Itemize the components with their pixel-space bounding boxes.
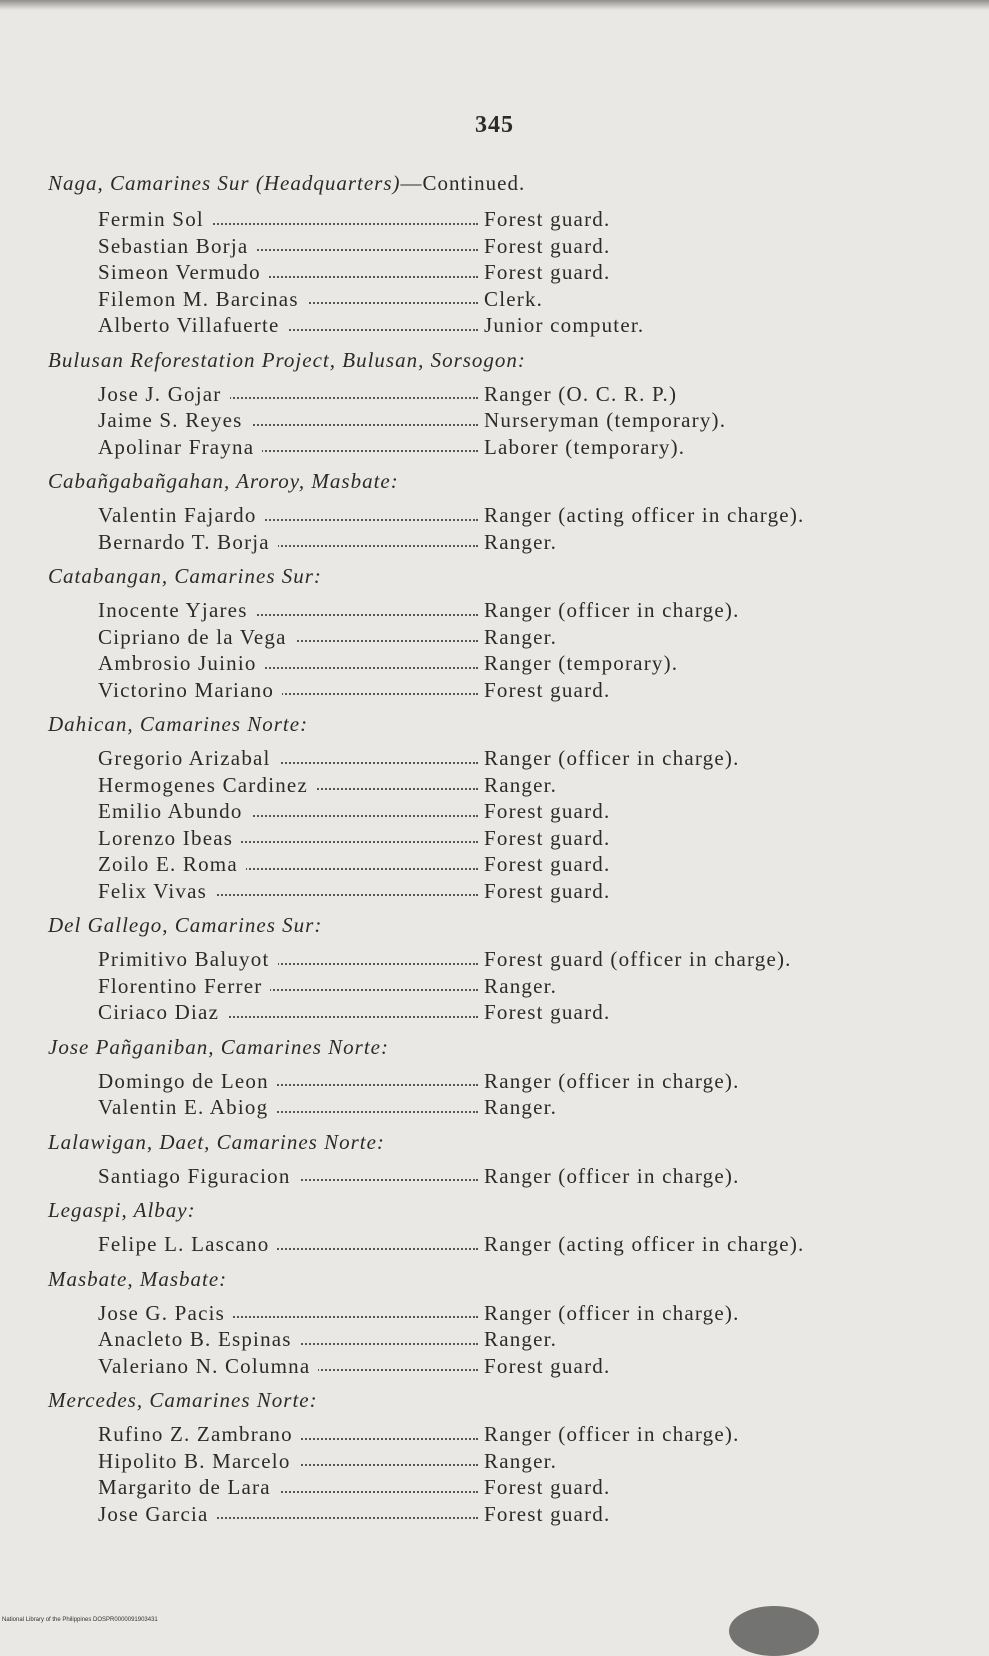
staff-name: Apolinar Frayna — [98, 435, 262, 459]
staff-name-leader — [98, 1163, 478, 1190]
scan-footer: National Library of the Philippines DOSPR0000091903431 — [2, 1617, 158, 1623]
staff-entry — [48, 597, 948, 624]
staff-name-leader — [98, 502, 478, 529]
staff-title: Ranger (O. C. R. P.) — [484, 381, 678, 406]
staff-title: Forest guard. — [484, 825, 611, 850]
staff-entry — [48, 1163, 948, 1190]
continued-heading — [48, 166, 948, 200]
station-group — [48, 1032, 948, 1121]
staff-entry — [48, 745, 948, 772]
station-heading: Lalawigan, Daet, Camarines Norte: — [48, 1129, 385, 1154]
station-group — [48, 345, 948, 461]
staff-name: Valentin Fajardo — [98, 503, 265, 527]
staff-entry — [48, 381, 948, 408]
staff-name-leader — [98, 381, 478, 408]
staff-title: Junior computer. — [484, 313, 645, 337]
staff-title: Forest guard. — [484, 1353, 611, 1378]
station-entries — [48, 597, 948, 703]
station-entries — [48, 1068, 948, 1121]
staff-name: Anacleto B. Espinas — [98, 1327, 300, 1351]
staff-name-leader — [98, 1421, 478, 1448]
station-group — [48, 561, 948, 703]
station-groups — [48, 345, 948, 1528]
staff-name-leader — [98, 825, 478, 852]
staff-title: Forest guard (officer in charge). — [484, 947, 792, 971]
staff-title: Forest guard. — [484, 1501, 611, 1526]
station-entries — [48, 502, 948, 555]
staff-title: Ranger. — [484, 1327, 558, 1351]
staff-name-leader — [98, 1300, 478, 1327]
staff-name-leader — [98, 407, 478, 434]
staff-title: Forest guard. — [484, 799, 611, 823]
staff-name-leader — [98, 1474, 478, 1501]
staff-name: Jaime S. Reyes — [98, 408, 251, 432]
staff-entry — [48, 825, 948, 852]
staff-name: Zoilo E. Roma — [98, 852, 246, 876]
staff-name-leader — [98, 259, 478, 286]
heading-suffix: —Continued. — [400, 171, 526, 195]
staff-name-leader — [98, 946, 478, 973]
staff-entry — [48, 973, 948, 1000]
staff-name: Jose G. Pacis — [98, 1301, 233, 1325]
staff-name-leader — [98, 434, 478, 461]
staff-name-leader — [98, 677, 478, 704]
staff-title: Ranger. — [484, 973, 558, 998]
station-entries — [48, 946, 948, 1026]
station-heading: Jose Pañganiban, Camarines Norte: — [48, 1034, 389, 1059]
staff-name-leader — [98, 1448, 478, 1475]
station-entries — [48, 1163, 948, 1190]
staff-title: Ranger (officer in charge). — [484, 598, 740, 622]
staff-entry — [48, 1474, 948, 1501]
staff-entry — [48, 1501, 948, 1528]
staff-name: Hermogenes Cardinez — [98, 773, 316, 797]
staff-entry — [48, 286, 948, 313]
staff-name: Ambrosio Juinio — [98, 651, 265, 675]
station-entries — [48, 381, 948, 461]
staff-title: Forest guard. — [484, 852, 611, 876]
staff-entry — [48, 407, 948, 434]
staff-title: Ranger (officer in charge). — [484, 1300, 740, 1325]
staff-title: Forest guard. — [484, 878, 611, 903]
staff-name: Felipe L. Lascano — [98, 1232, 277, 1256]
heading-place: Naga, Camarines Sur (Headquarters) — [48, 171, 401, 195]
staff-name-leader — [98, 745, 478, 772]
staff-title: Forest guard. — [484, 677, 611, 702]
staff-entry — [48, 502, 948, 529]
staff-name: Lorenzo Ibeas — [98, 826, 241, 850]
staff-entry — [48, 946, 948, 973]
staff-name-leader — [98, 1353, 478, 1380]
staff-name-leader — [98, 597, 478, 624]
staff-name-leader — [98, 1231, 478, 1258]
staff-name-leader — [98, 1501, 478, 1528]
staff-title: Forest guard. — [484, 260, 611, 284]
staff-name: Simeon Vermudo — [98, 260, 269, 284]
staff-title: Clerk. — [484, 286, 544, 311]
staff-name-leader — [98, 851, 478, 878]
staff-name: Victorino Mariano — [98, 678, 282, 702]
first-group-entries — [48, 206, 948, 339]
staff-entry — [48, 650, 948, 677]
staff-name-leader — [98, 624, 478, 651]
staff-name-leader — [98, 878, 478, 905]
station-entries — [48, 1300, 948, 1380]
staff-title: Ranger. — [484, 772, 558, 797]
staff-name-leader — [98, 1068, 478, 1095]
staff-entry — [48, 1068, 948, 1095]
staff-name: Emilio Abundo — [98, 799, 251, 823]
staff-name: Fermin Sol — [98, 207, 212, 231]
staff-entry — [48, 1353, 948, 1380]
station-heading: Masbate, Masbate: — [48, 1266, 228, 1291]
station-heading: Dahican, Camarines Norte: — [48, 712, 309, 736]
staff-entry — [48, 259, 948, 286]
staff-name: Filemon M. Barcinas — [98, 287, 307, 311]
station-entries — [48, 1421, 948, 1527]
staff-title: Ranger (officer in charge). — [484, 1163, 740, 1188]
staff-name: Santiago Figuracion — [98, 1164, 299, 1188]
station-group — [48, 709, 948, 904]
staff-name: Valentin E. Abiog — [98, 1095, 276, 1119]
staff-name-leader — [98, 999, 478, 1026]
staff-title: Ranger (acting officer in charge). — [484, 1232, 805, 1256]
staff-name: Hipolito B. Marcelo — [98, 1449, 299, 1473]
staff-entry — [48, 529, 948, 556]
staff-name-leader — [98, 233, 478, 260]
staff-name: Primitivo Baluyot — [98, 947, 278, 971]
staff-title: Ranger (officer in charge). — [484, 1422, 740, 1446]
staff-title: Forest guard. — [484, 233, 611, 258]
staff-name-leader — [98, 312, 478, 339]
staff-entry — [48, 1094, 948, 1121]
staff-title: Forest guard. — [484, 207, 611, 231]
staff-name: Valeriano N. Columna — [98, 1354, 318, 1378]
staff-entry — [48, 233, 948, 260]
staff-entry — [48, 434, 948, 461]
station-entries — [48, 745, 948, 904]
staff-name-leader — [98, 529, 478, 556]
staff-title: Ranger (temporary). — [484, 651, 679, 675]
staff-entry — [48, 1421, 948, 1448]
staff-title: Ranger (officer in charge). — [484, 746, 740, 770]
staff-name: Rufino Z. Zambrano — [98, 1422, 301, 1446]
staff-name: Felix Vivas — [98, 879, 215, 903]
staff-title: Laborer (temporary). — [484, 434, 686, 459]
staff-title: Ranger. — [484, 529, 558, 554]
staff-name-leader — [98, 286, 478, 313]
staff-name: Florentino Ferrer — [98, 974, 270, 998]
staff-name-leader — [98, 1326, 478, 1353]
station-heading: Mercedes, Camarines Norte: — [48, 1388, 318, 1412]
staff-entry — [48, 1326, 948, 1353]
staff-name: Cipriano de la Vega — [98, 625, 295, 649]
staff-title: Ranger (officer in charge). — [484, 1068, 740, 1093]
station-group — [48, 466, 948, 555]
staff-entry — [48, 624, 948, 651]
staff-entry — [48, 312, 948, 339]
staff-title: Forest guard. — [484, 1475, 611, 1499]
staff-entry — [48, 878, 948, 905]
staff-name: Margarito de Lara — [98, 1475, 279, 1499]
station-heading: Cabañgabañgahan, Aroroy, Masbate: — [48, 469, 399, 493]
staff-name-leader — [98, 206, 478, 233]
staff-entry — [48, 851, 948, 878]
staff-name-leader — [98, 772, 478, 799]
station-entries — [48, 1231, 948, 1258]
staff-name: Alberto Villafuerte — [98, 313, 288, 337]
station-group — [48, 1385, 948, 1527]
staff-name-leader — [98, 973, 478, 1000]
station-heading: Legaspi, Albay: — [48, 1198, 196, 1222]
staff-title: Nurseryman (temporary). — [484, 408, 727, 432]
staff-name: Jose J. Gojar — [98, 382, 230, 406]
staff-entry — [48, 798, 948, 825]
staff-title: Ranger. — [484, 624, 558, 649]
staff-name: Ciriaco Diaz — [98, 1000, 227, 1024]
staff-name: Gregorio Arizabal — [98, 746, 279, 770]
station-group — [48, 1195, 948, 1258]
staff-name: Bernardo T. Borja — [98, 530, 278, 554]
scan-artifact — [729, 1606, 819, 1656]
staff-title: Ranger. — [484, 1095, 558, 1119]
page-number: 345 — [475, 112, 514, 138]
station-heading: Del Gallego, Camarines Sur: — [48, 913, 323, 937]
staff-entry — [48, 1448, 948, 1475]
scan-top-edge — [0, 0, 989, 10]
staff-name-leader — [98, 798, 478, 825]
station-group — [48, 1264, 948, 1380]
staff-entry — [48, 772, 948, 799]
station-heading: Catabangan, Camarines Sur: — [48, 564, 322, 588]
staff-entry — [48, 1231, 948, 1258]
staff-title: Ranger (acting officer in charge). — [484, 503, 805, 527]
roster — [48, 166, 948, 1527]
station-group — [48, 910, 948, 1026]
staff-name-leader — [98, 650, 478, 677]
staff-title: Forest guard. — [484, 1000, 611, 1024]
staff-name-leader — [98, 1094, 478, 1121]
staff-title: Ranger. — [484, 1448, 558, 1473]
staff-name: Domingo de Leon — [98, 1069, 277, 1093]
staff-name: Jose Garcia — [98, 1502, 217, 1526]
staff-entry — [48, 206, 948, 233]
staff-entry — [48, 1300, 948, 1327]
station-heading: Bulusan Reforestation Project, Bulusan, Sorsogon: — [48, 347, 526, 372]
station-group — [48, 1127, 948, 1190]
staff-entry — [48, 677, 948, 704]
staff-name: Inocente Yjares — [98, 598, 256, 622]
staff-name: Sebastian Borja — [98, 234, 256, 258]
staff-entry — [48, 999, 948, 1026]
